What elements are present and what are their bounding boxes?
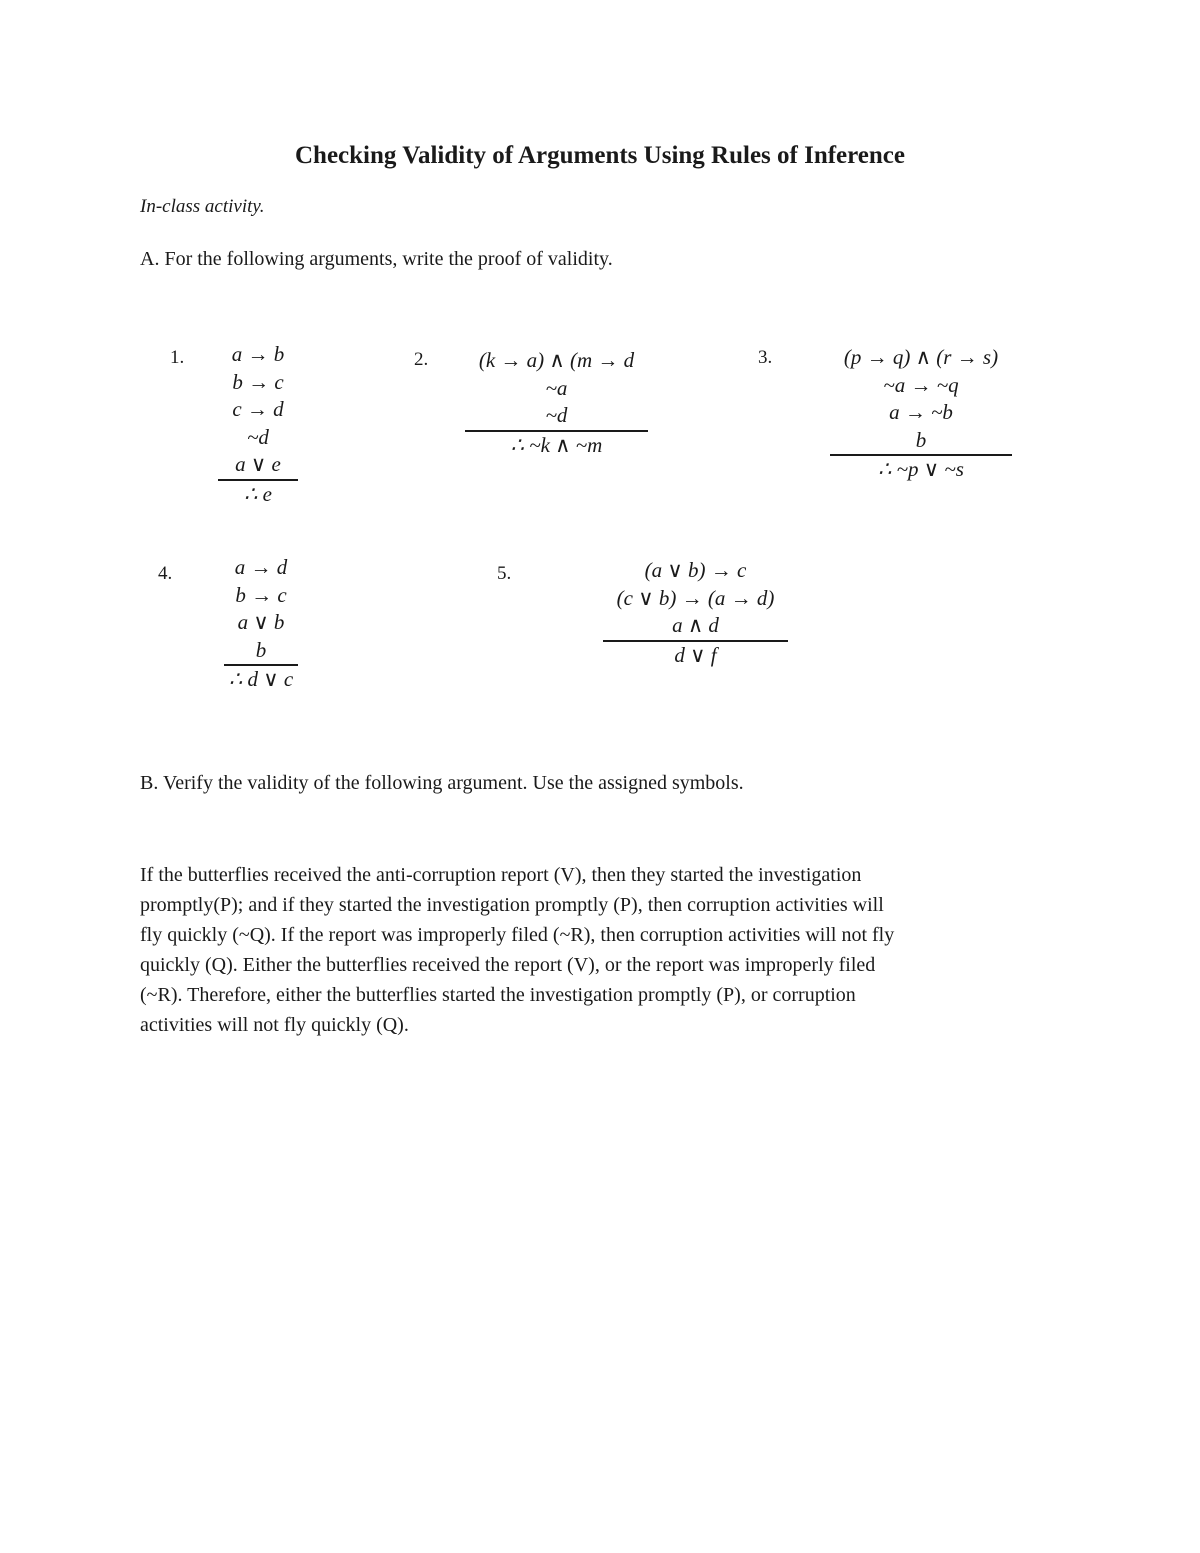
problem-5-argument: [603, 557, 788, 669]
premise: (c ∨ b) → (a → d): [616, 585, 775, 610]
problem-2-argument: [465, 347, 648, 459]
problem-number: 2.: [414, 349, 429, 370]
page-title: Checking Validity of Arguments Using Rules of Inference: [295, 142, 905, 169]
conclusion: ∴ d ∨ c: [228, 667, 294, 691]
conclusion: ∴ ~p ∨ ~s: [878, 457, 964, 481]
premise: ~a: [545, 375, 568, 400]
problem-number: 3.: [758, 347, 773, 368]
problem-number: 1.: [170, 347, 185, 368]
premise: b: [830, 427, 1012, 457]
paragraph-line: promptly(P); and if they started the investigation promptly (P), then corruption activities will: [140, 894, 884, 916]
conclusion: ∴ e: [244, 481, 272, 506]
section-a-instruction: A. For the following arguments, write the proof of validity.: [140, 248, 613, 270]
premise: ~d: [247, 424, 269, 449]
premise: a ∨ e: [218, 451, 298, 481]
conclusion: d ∨ f: [674, 642, 717, 667]
premise: a → ~b: [889, 400, 953, 424]
conclusion: ∴ ~k ∧ ~m: [510, 432, 603, 457]
premise: b → c: [235, 582, 287, 607]
premise: a ∨ b: [237, 610, 285, 634]
paragraph-line: quickly (Q). Either the butterflies received the report (V), or the report was improperly filed: [140, 954, 876, 976]
premise: (k → a) ∧ (m → d: [478, 348, 635, 372]
premise: (a ∨ b) → c: [644, 558, 747, 582]
premise: c → d: [232, 397, 284, 421]
problem-1-argument: [218, 341, 298, 508]
problem-3-argument: [830, 344, 1012, 484]
premise: b: [224, 637, 298, 667]
premise: (p → q) ∧ (r → s): [843, 345, 999, 369]
section-b-instruction: B. Verify the validity of the following argument. Use the assigned symbols.: [140, 772, 744, 794]
premise: ~a → ~q: [883, 372, 959, 397]
premise: a → b: [231, 342, 285, 366]
paragraph-line: (~R). Therefore, either the butterflies started the investigation promptly (P), or corruption: [140, 984, 856, 1006]
paragraph-line: activities will not fly quickly (Q).: [140, 1014, 409, 1036]
problem-4-argument: [224, 554, 298, 694]
premise: ~d: [465, 402, 648, 432]
problem-number: 5.: [497, 563, 512, 584]
problem-number: 4.: [158, 563, 173, 584]
subtitle: In-class activity.: [140, 196, 265, 217]
premise: b → c: [232, 369, 284, 394]
paragraph-line: If the butterflies received the anti-corruption report (V), then they started the investigation: [140, 864, 862, 886]
paragraph-line: fly quickly (~Q). If the report was improperly filed (~R), then corruption activities will not fly: [140, 924, 895, 946]
argument-paragraph: [140, 860, 1060, 1040]
premise: a → d: [234, 555, 288, 579]
premise: a ∧ d: [603, 612, 788, 642]
